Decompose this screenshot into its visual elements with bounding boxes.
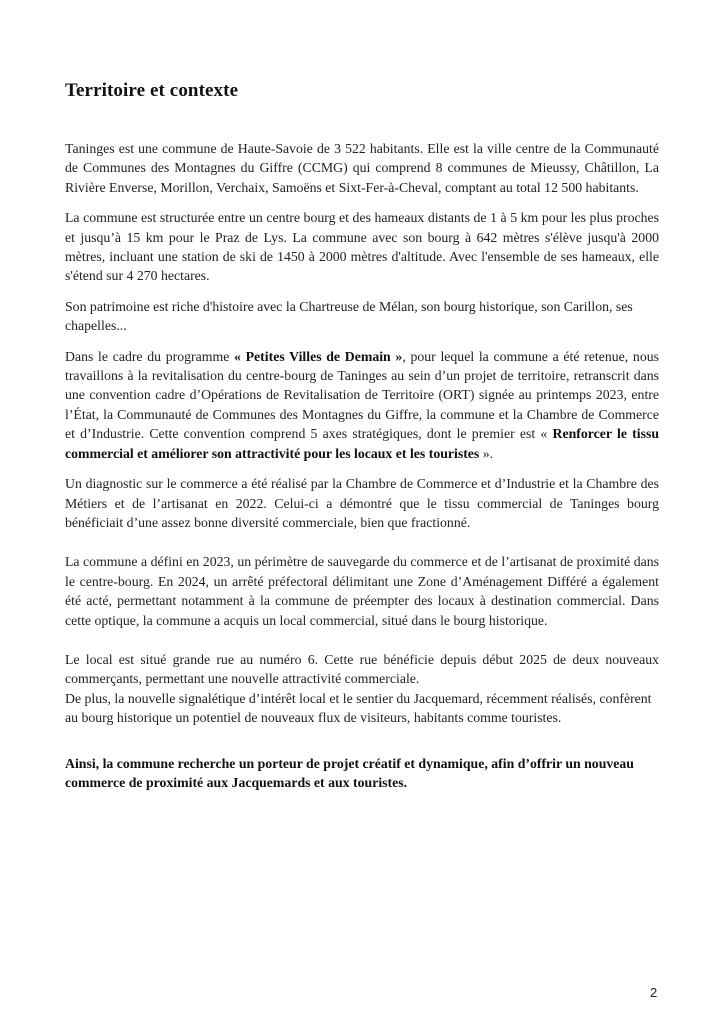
strategic-axis-emphasis: Renforcer le tissu commercial et améliorer son attractivité pour les locaux et les touristes (65, 426, 659, 461)
paragraph-program (65, 347, 659, 463)
program-middle-text: , pour lequel la commune a été retenue, nous travaillons à la revitalisation du centre-bourg de Taninges au sein d’un projet de territoire, retranscrit dans une convention cadre d’Opérations de Revitalisation de Territoire (ORT) signée au printemps 2023, entre l’État, la Communauté de Communes des Montagnes du Giffre, la commune et la Chambre de Commerce et d’Industrie. Cette convention comprend 5 axes stratégiques, dont le premier est « (65, 348, 659, 442)
paragraph-diagnostic: Un diagnostic sur le commerce a été réalisé par la Chambre de Commerce et d’Industrie et la Chambre des Métiers et de l’artisanat en 2022. Celui-ci a démontré que le tissu commercial de Taninges bourg bénéficiait d’une assez bonne diversité commerciale, bien que fractionné. (65, 476, 659, 530)
paragraph-heritage: Son patrimoine est riche d'histoire avec la Chartreuse de Mélan, son bourg historique, son Carillon, ses chapelles... (65, 298, 633, 334)
paragraph-perimeter: La commune a défini en 2023, un périmètre de sauvegarde du commerce et de l’artisanat de proximité dans le centre-bourg. En 2024, un arrêté préfectoral délimitant une Zone d’Aménagement Différé a également été acté, permettant notamment à la commune de préempter des locaux à destination commercial. Dans cette optique, la commune a acquis un local commercial, situé dans le bourg historique. (65, 554, 659, 628)
paragraph-call-for-project: Ainsi, la commune recherche un porteur de projet créatif et dynamique, afin d’offrir un nouveau commerce de proximité aux Jacquemards et aux touristes. (65, 755, 634, 790)
program-end-text: ». (479, 445, 494, 461)
paragraph-population: Taninges est une commune de Haute-Savoie de 3 522 habitants. Elle est la ville centre de la Communauté de Communes des Montagnes du Giffre (CCMG) qui comprend 8 communes de Mieussy, Châtillon, La Rivière Enverse, Morillon, Verchaix, Samoëns et Sixt-Fer-à-Cheval, comptant au total 12 500 habitants. (65, 141, 659, 195)
program-intro-text: Dans le cadre du programme (65, 348, 235, 364)
program-name: « Petites Villes de Demain » (234, 348, 403, 364)
document-body (65, 139, 659, 803)
paragraph-signage: De plus, la nouvelle signalétique d’intérêt local et le sentier du Jacquemard, récemment réalisés, confèrent au bourg historique un potentiel de nouveaux flux de visiteurs, habitants comme touristes. (65, 690, 652, 726)
section-title: Territoire et contexte (65, 80, 239, 101)
paragraph-structure: La commune est structurée entre un centre bourg et des hameaux distants de 1 à 5 km pour les plus proches et jusqu’à 15 km pour le Praz de Lys. La commune avec son bourg à 642 mètres s'élève jusqu'à 2000 mètres, incluant une station de ski de 1450 à 2000 mètres d'altitude. Avec l'ensemble de ses hameaux, elle s'étend sur 4 270 hectares. (65, 210, 659, 284)
paragraph-local-location: Le local est situé grande rue au numéro 6. Cette rue bénéficie depuis début 2025 de deux nouveaux commerçants, permettant une nouvelle attractivité commerciale. (65, 651, 659, 687)
page-number: 2 (650, 985, 658, 1000)
